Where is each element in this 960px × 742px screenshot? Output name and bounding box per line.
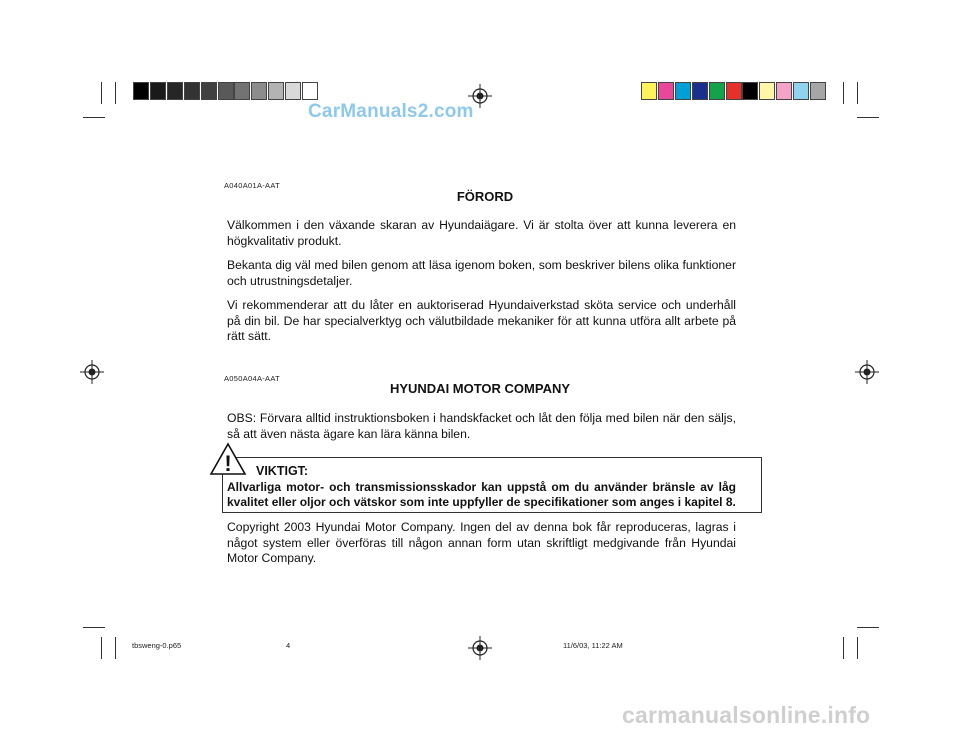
section-code: A040A01A-AAT	[224, 181, 280, 190]
gray-swatch	[234, 82, 250, 100]
gray-swatch	[251, 82, 267, 100]
gray-swatch	[133, 82, 149, 100]
color-swatch	[810, 82, 826, 100]
color-swatch	[726, 82, 742, 100]
paragraph-service: Vi rekommenderar att du låter en auktoriserad Hyundaiverkstad sköta service och underhåll på din bil. De har specialverktyg och välutbildade mekaniker för att kunna utföra allt arbete på rätt sätt.	[227, 298, 736, 343]
footer-filename: tbsweng-0.p65	[132, 641, 182, 650]
gray-swatch	[150, 82, 166, 100]
footer-datetime: 11/6/03, 11:22 AM	[563, 641, 623, 650]
color-swatch	[793, 82, 809, 100]
section-code: A050A04A-AAT	[224, 374, 280, 383]
color-swatch	[776, 82, 792, 100]
warning-text: Allvarliga motor- och transmissionsskador kan uppstå om du använder bränsle av låg kvalitet eller oljor och vätskor som inte uppfyller de specifikationer som anges i kapitel 8.	[227, 480, 736, 509]
color-swatch	[641, 82, 657, 100]
warning-symbol: !	[224, 451, 232, 476]
gray-swatch	[268, 82, 284, 100]
color-swatch	[658, 82, 674, 100]
gray-swatch	[167, 82, 183, 100]
paragraph-obs: OBS: Förvara alltid instruktionsboken i handskfacket och låt den följa med bilen när den säljs, så att även nästa ägare kan lära känna bilen.	[227, 411, 736, 441]
paragraph-welcome: Välkommen i den växande skaran av Hyundaiägare. Vi är stolta över att kunna leverera en högkvalitativ produkt.	[227, 218, 736, 248]
warning-triangle-icon	[209, 442, 247, 476]
paragraph-familiarize: Bekanta dig väl med bilen genom att läsa igenom boken, som beskriver bilens olika funktioner och utrustningsdetaljer.	[227, 258, 736, 288]
gray-swatch	[201, 82, 217, 100]
color-swatch	[759, 82, 775, 100]
footer-page-number: 4	[286, 641, 291, 650]
gray-swatch	[184, 82, 200, 100]
gray-swatch	[302, 82, 318, 100]
warning-title: VIKTIGT:	[256, 464, 309, 478]
color-swatch	[709, 82, 725, 100]
section-heading-company: HYUNDAI MOTOR COMPANY	[389, 381, 571, 396]
gray-swatch	[218, 82, 234, 100]
color-swatch	[742, 82, 758, 100]
watermark-carmanualsonline: carmanualsonline.info	[622, 702, 871, 728]
color-swatch	[692, 82, 708, 100]
color-swatch	[675, 82, 691, 100]
paragraph-copyright: Copyright 2003 Hyundai Motor Company. Ingen del av denna bok får reproduceras, lagras i något system eller överföras till någon annan form utan skriftligt medgivande från Hyundai Motor Company.	[227, 520, 736, 565]
watermark-carmanuals: CarManuals2.com	[308, 101, 474, 122]
gray-swatch	[285, 82, 301, 100]
section-heading-fororod: FÖRORD	[456, 189, 514, 204]
registration-target-icon	[468, 636, 492, 660]
